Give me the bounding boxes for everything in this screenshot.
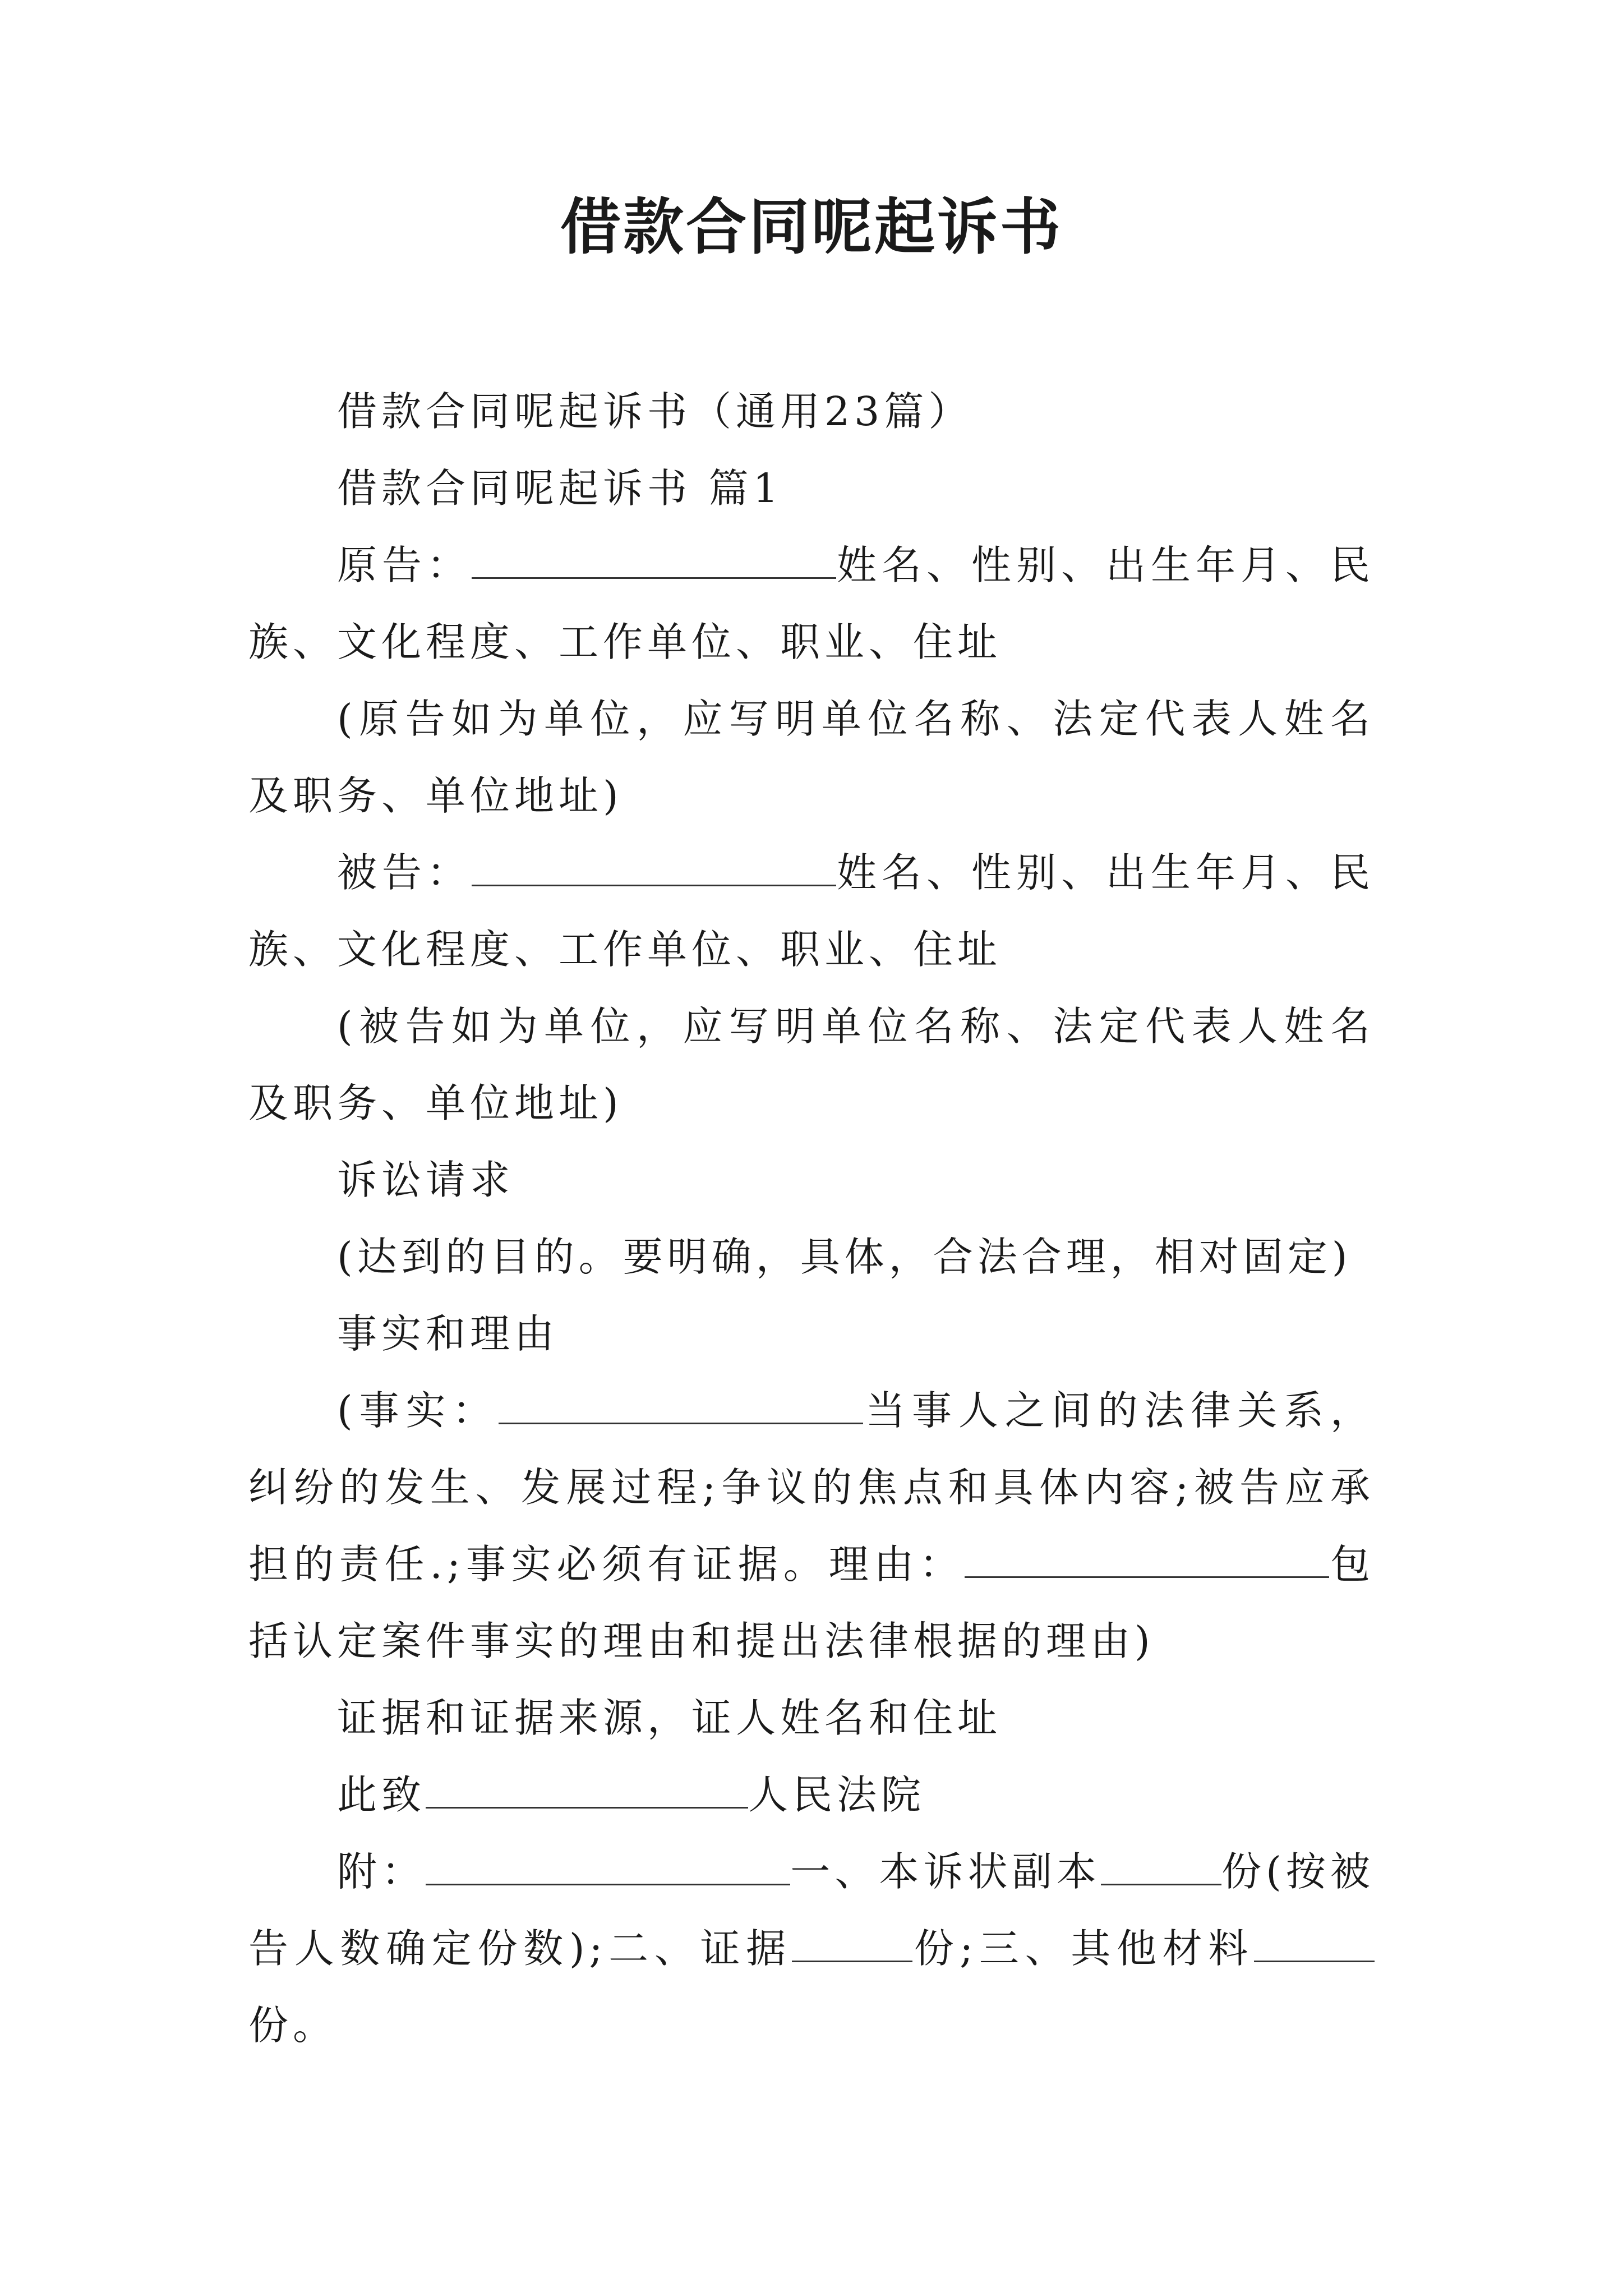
defendant-label: 被告： [337, 849, 472, 896]
plaintiff-blank [472, 542, 836, 579]
claims-heading: 诉讼请求 [337, 1157, 515, 1203]
plaintiff-paragraph [248, 527, 1375, 680]
salutation-label: 此致 [337, 1772, 426, 1818]
court-label: 人民法院 [748, 1772, 926, 1818]
defendant-fields: 姓名、性别、出生年月、民族、文化程度、工作单位、职业、住址 [248, 849, 1375, 973]
plaintiff-label: 原告： [337, 542, 472, 588]
attachments-other: 份;三、其他材料 [912, 1925, 1255, 1972]
section-heading: 借款合同呢起诉书 篇1 [337, 465, 783, 512]
attachments-end: 份。 [248, 2002, 338, 2049]
attachments-label: 附： [337, 1848, 426, 1895]
copies-blank [1101, 1849, 1221, 1885]
facts-blank [499, 1388, 863, 1424]
evidence-paragraph: 证据和证据来源，证人姓名和住址 [337, 1695, 1002, 1741]
plaintiff-fields: 姓名、性别、出生年月、民族、文化程度、工作单位、职业、住址 [248, 542, 1375, 665]
defendant-blank [472, 850, 836, 886]
court-blank [426, 1772, 748, 1809]
document-body [248, 373, 1375, 2064]
attachments-blank [426, 1849, 790, 1885]
reasons-blank [965, 1542, 1329, 1578]
facts-paragraph [248, 1372, 1375, 1680]
facts-heading: 事实和理由 [337, 1310, 559, 1357]
facts-text: 当事人之间的法律关系，纠纷的发生、发展过程;争议的焦点和具体内容;被告应承担的责任.;事实必须有证据。理由： [248, 1387, 1375, 1588]
attachments-paragraph [248, 1833, 1375, 2064]
facts-label: (事实： [337, 1387, 499, 1434]
salutation-paragraph [248, 1756, 1375, 1833]
other-count-blank [1254, 1926, 1375, 1962]
attachments-copy: 一、本诉状副本 [790, 1848, 1101, 1895]
reasons-text: 包括认定案件事实的理由和提出法律根据的理由) [248, 1541, 1375, 1664]
document-subtitle: 借款合同呢起诉书（通用23篇） [337, 388, 973, 435]
plaintiff-note: (原告如为单位，应写明单位名称、法定代表人姓名及职务、单位地址) [248, 696, 1375, 819]
defendant-note: (被告如为单位，应写明单位名称、法定代表人姓名及职务、单位地址) [248, 1003, 1375, 1126]
claims-note: (达到的目的。要明确，具体，合法合理，相对固定) [337, 1234, 1352, 1280]
defendant-paragraph [248, 834, 1375, 988]
document-title: 借款合同呢起诉书 [560, 192, 1063, 263]
evidence-count-blank [792, 1926, 912, 1962]
attachments-evidence: 份(按被告人数确定份数);二、证据 [248, 1848, 1375, 1972]
